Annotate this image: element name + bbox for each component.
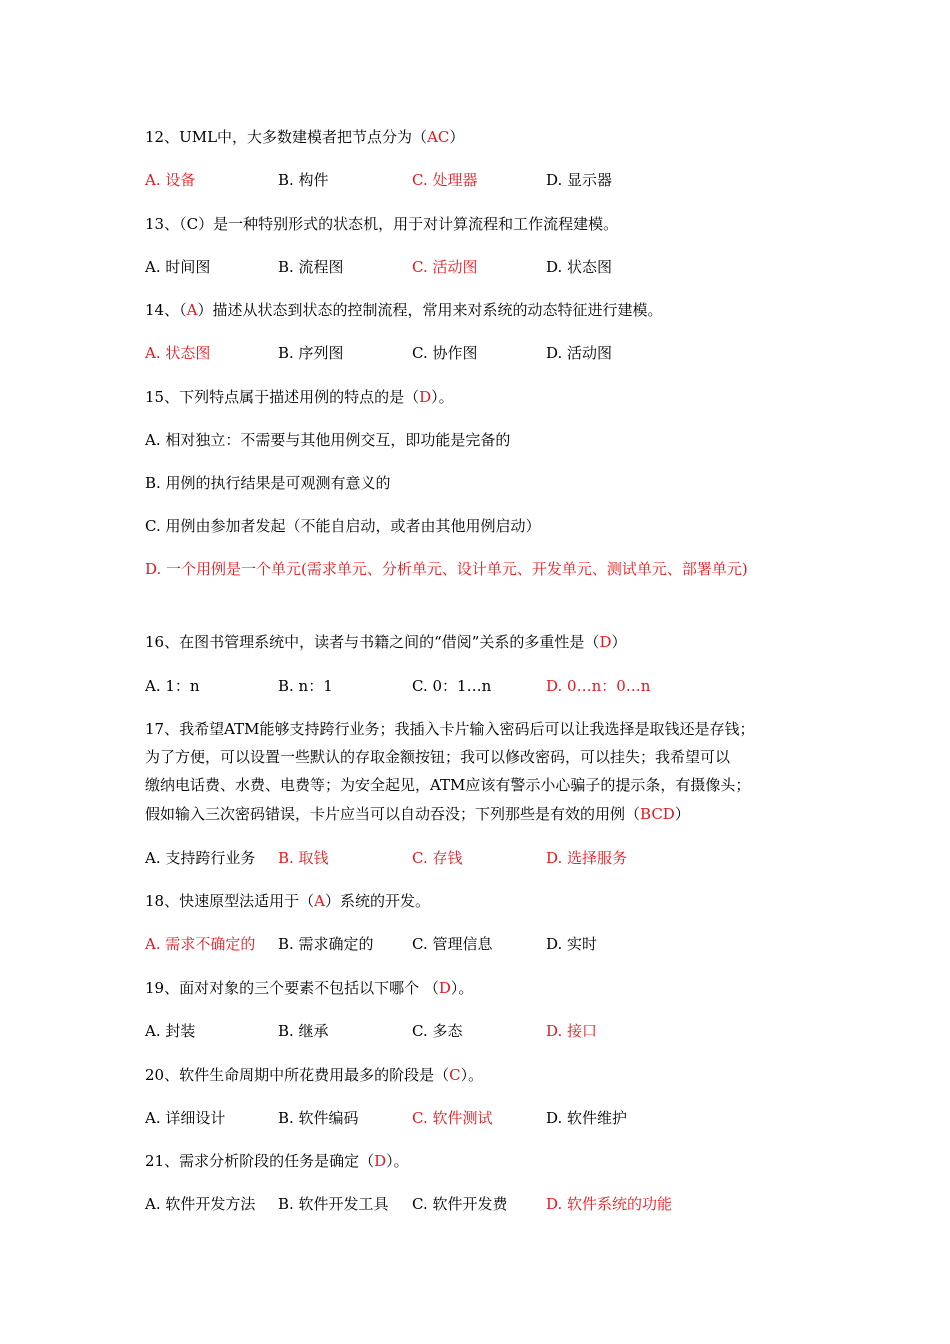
question-16-stem bbox=[145, 631, 626, 653]
option-c: C. 处理器 bbox=[412, 171, 478, 189]
option-a: A. 设备 bbox=[145, 171, 196, 189]
question-15-option-a: A. 相对独立：不需要与其他用例交互，即功能是完备的 bbox=[145, 431, 511, 449]
option-d: D. 实时 bbox=[546, 935, 598, 953]
option-b: B. 继承 bbox=[278, 1022, 329, 1040]
option-b: B. 需求确定的 bbox=[278, 935, 374, 953]
option-d: D. 软件系统的功能 bbox=[546, 1195, 673, 1213]
stem-text: 13、（C）是一种特别形式的状态机，用于对计算流程和工作流程建模。 bbox=[145, 215, 619, 233]
option-a: A. 封装 bbox=[145, 1022, 196, 1040]
question-20-stem bbox=[145, 1064, 483, 1086]
stem-text: 15、下列特点属于描述用例的特点的是（ bbox=[145, 388, 420, 406]
option-a: A. 状态图 bbox=[145, 344, 211, 362]
question-17-stem-line: 为了方便，可以设置一些默认的存取金额按钮；我可以修改密码，可以挂失；我希望可以 bbox=[145, 748, 731, 766]
option-d: D. 状态图 bbox=[546, 258, 613, 276]
option-b: B. 取钱 bbox=[278, 849, 329, 867]
option-d: D. 软件维护 bbox=[546, 1109, 628, 1127]
option-c: C. 管理信息 bbox=[412, 935, 493, 953]
option-b: B. 流程图 bbox=[278, 258, 344, 276]
option-d: D. 0…n：0…n bbox=[546, 677, 651, 695]
answer-key: C bbox=[449, 1066, 461, 1084]
stem-text: ）。 bbox=[386, 1152, 409, 1170]
question-17-stem-last bbox=[145, 803, 690, 825]
option-a: A. 时间图 bbox=[145, 258, 211, 276]
option-a: A. 软件开发方法 bbox=[145, 1195, 256, 1213]
option-c: C. 软件开发费 bbox=[412, 1195, 508, 1213]
stem-text: ） bbox=[611, 633, 627, 651]
stem-text: 12、UML中，大多数建模者把节点分为（ bbox=[145, 128, 428, 146]
question-14-stem bbox=[145, 299, 662, 321]
stem-text: ）描述从状态到状态的控制流程，常用来对系统的动态特征进行建模。 bbox=[197, 301, 663, 319]
stem-text: ） bbox=[449, 128, 465, 146]
stem-text: ）。 bbox=[450, 979, 474, 997]
stem-text: 14、（ bbox=[145, 301, 187, 319]
option-b: B. 序列图 bbox=[278, 344, 344, 362]
stem-text: 21、需求分析阶段的任务是确定（ bbox=[145, 1152, 375, 1170]
stem-text: 20、软件生命周期中所花费用最多的阶段是（ bbox=[145, 1066, 450, 1084]
question-15-option-d: D. 一个用例是一个单元(需求单元、分析单元、设计单元、开发单元、测试单元、部署单元) bbox=[145, 560, 748, 578]
question-19-stem bbox=[145, 977, 473, 999]
option-d: D. 活动图 bbox=[546, 344, 613, 362]
question-15-option-b: B. 用例的执行结果是可观测有意义的 bbox=[145, 474, 391, 492]
option-c: C. 协作图 bbox=[412, 344, 478, 362]
option-a: A. 1：n bbox=[145, 677, 200, 695]
option-d: D. 选择服务 bbox=[546, 849, 628, 867]
stem-text: 16、在图书管理系统中，读者与书籍之间的“借阅”关系的多重性是（ bbox=[145, 633, 600, 651]
option-a: A. 需求不确定的 bbox=[145, 935, 256, 953]
stem-text: ） bbox=[674, 805, 690, 823]
option-b: B. 软件开发工具 bbox=[278, 1195, 389, 1213]
stem-text: ）。 bbox=[460, 1066, 484, 1084]
answer-key: BCD bbox=[640, 805, 675, 823]
stem-text: 假如输入三次密码错误，卡片应当可以自动吞没；下列那些是有效的用例（ bbox=[145, 805, 641, 823]
question-18-stem bbox=[145, 890, 430, 912]
answer-key: A bbox=[314, 892, 325, 910]
option-c: C. 存钱 bbox=[412, 849, 463, 867]
stem-text: ）系统的开发。 bbox=[324, 892, 430, 910]
option-c: C. 软件测试 bbox=[412, 1109, 493, 1127]
option-c: C. 活动图 bbox=[412, 258, 478, 276]
option-c: C. 多态 bbox=[412, 1022, 463, 1040]
stem-text: 18、快速原型法适用于（ bbox=[145, 892, 315, 910]
stem-text: 19、面对对象的三个要素不包括以下哪个 （ bbox=[145, 979, 439, 997]
option-b: B. 软件编码 bbox=[278, 1109, 359, 1127]
question-15-stem bbox=[145, 386, 454, 408]
question-15-option-c: C. 用例由参加者发起（不能自启动，或者由其他用例启动） bbox=[145, 517, 541, 535]
option-d: D. 显示器 bbox=[546, 171, 613, 189]
question-12-stem bbox=[145, 126, 464, 148]
option-d: D. 接口 bbox=[546, 1022, 598, 1040]
option-b: B. n：1 bbox=[278, 677, 333, 695]
question-17-stem-line: 17、我希望ATM能够支持跨行业务；我插入卡片输入密码后可以让我选择是取钱还是存钱； bbox=[145, 720, 755, 738]
option-c: C. 0：1…n bbox=[412, 677, 492, 695]
stem-text: ）。 bbox=[431, 388, 454, 406]
option-a: A. 支持跨行业务 bbox=[145, 849, 256, 867]
answer-key: D bbox=[438, 979, 451, 997]
answer-key: AC bbox=[427, 128, 450, 146]
answer-key: A bbox=[186, 301, 198, 319]
answer-key: D bbox=[374, 1152, 387, 1170]
option-a: A. 详细设计 bbox=[145, 1109, 226, 1127]
answer-key: D bbox=[599, 633, 612, 651]
option-b: B. 构件 bbox=[278, 171, 329, 189]
answer-key: D bbox=[419, 388, 432, 406]
question-21-stem bbox=[145, 1150, 409, 1172]
question-17-stem-line: 缴纳电话费、水费、电费等；为安全起见，ATM应该有警示小心骗子的提示条，有摄像头； bbox=[145, 776, 751, 794]
question-13-stem bbox=[145, 213, 618, 235]
